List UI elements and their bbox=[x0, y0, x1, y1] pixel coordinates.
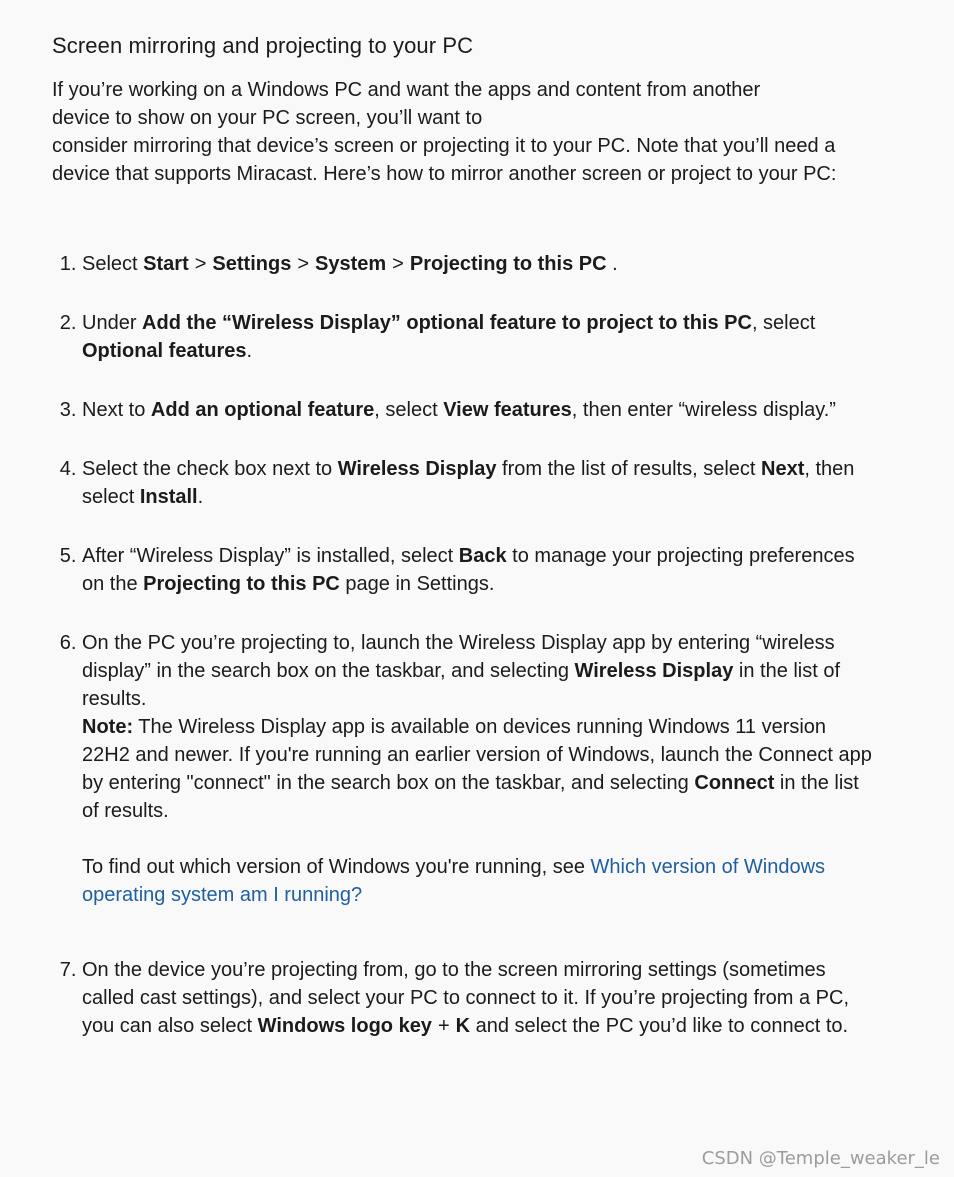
plus-sign: + bbox=[437, 1015, 450, 1037]
steps-list bbox=[52, 250, 872, 1040]
step-5-text-3: page in Settings. bbox=[339, 573, 495, 595]
step-6-text: On the PC you’re projecting to, launch the Wireless Display app by entering “wireless display” in the search box on the taskbar, and selecting bbox=[82, 632, 835, 682]
step-3-text: Next to bbox=[82, 399, 151, 421]
intro-paragraph bbox=[52, 76, 872, 188]
step-7-text-2: and select the PC you’d like to connect to. bbox=[470, 1015, 849, 1037]
step-4 bbox=[82, 455, 872, 511]
connect-label: Connect bbox=[694, 772, 775, 794]
step-1-text: Select bbox=[82, 253, 144, 275]
page-title: Screen mirroring and projecting to your PC bbox=[52, 33, 474, 58]
wireless-display-label: Wireless Display bbox=[337, 458, 497, 480]
note-text: The Wireless Display app is available on devices running Windows 11 version 22H2 and newer. If you're running an earlier version of Windows, launch the Connect app by entering "connect" in the search box on the taskbar, and selecting bbox=[82, 716, 872, 794]
windows-logo-key-label: Windows logo key bbox=[257, 1015, 432, 1037]
step-6-text-2: in the list of results. bbox=[82, 660, 841, 710]
which-version-link[interactable]: Which version of Windows operating system am I running? bbox=[82, 856, 826, 906]
projecting-page-label: Projecting to this PC bbox=[143, 573, 340, 595]
start-label: Start bbox=[143, 253, 189, 275]
wireless-feature-label: Add the “Wireless Display” optional feature to project to this PC bbox=[142, 312, 752, 334]
intro-line-3: consider mirroring that device’s screen or projecting it to your PC. Note that you’ll need a device that supports Miracast. Here’s how to mirror another screen or project to your PC: bbox=[52, 135, 837, 185]
step-5-text-2: to manage your projecting preferences on the bbox=[82, 545, 855, 595]
step-2-text: Under bbox=[82, 312, 143, 334]
wireless-display-app-label: Wireless Display bbox=[574, 660, 734, 682]
step-2-end: . bbox=[246, 340, 253, 362]
step-7 bbox=[82, 956, 872, 1040]
k-key-label: K bbox=[455, 1015, 471, 1037]
step-1 bbox=[82, 250, 872, 278]
settings-label: Settings bbox=[212, 253, 292, 275]
step-2-text-2: , select bbox=[751, 312, 816, 334]
note-block bbox=[82, 713, 872, 825]
optional-features-label: Optional features bbox=[82, 340, 247, 362]
breadcrumb-separator: > bbox=[392, 253, 404, 275]
step-5 bbox=[82, 542, 872, 598]
breadcrumb-separator: > bbox=[194, 253, 207, 275]
add-optional-feature-label: Add an optional feature bbox=[150, 399, 375, 421]
step-4-text: Select the check box next to bbox=[82, 458, 338, 480]
intro-line-2: device to show on your PC screen, you’ll want to bbox=[52, 107, 483, 129]
intro-line-1: If you’re working on a Windows PC and want the apps and content from another bbox=[52, 79, 761, 101]
back-label: Back bbox=[458, 545, 507, 567]
install-label: Install bbox=[139, 486, 198, 508]
step-7-text: On the device you’re projecting from, go to the screen mirroring settings (sometimes called cast settings), and select your PC to connect to it. If you’re projecting from a PC, you can also select bbox=[82, 959, 850, 1037]
step-2 bbox=[82, 309, 872, 365]
view-features-label: View features bbox=[443, 399, 572, 421]
step-3-text-3: , then enter “wireless display.” bbox=[571, 399, 836, 421]
spacer bbox=[82, 825, 872, 853]
find-version-block bbox=[82, 853, 872, 909]
step-4-text-3: , then select bbox=[82, 458, 855, 508]
next-label: Next bbox=[761, 458, 805, 480]
find-version-text: To find out which version of Windows you're running, see bbox=[82, 856, 591, 878]
projecting-label: Projecting to this PC bbox=[409, 253, 607, 275]
breadcrumb-separator: > bbox=[297, 253, 310, 275]
watermark: CSDN @Temple_weaker_le bbox=[701, 1148, 940, 1169]
step-3-text-2: , select bbox=[374, 399, 444, 421]
article bbox=[52, 30, 872, 1071]
note-end: in the list of results. bbox=[82, 772, 859, 822]
step-5-text: After “Wireless Display” is installed, select bbox=[82, 545, 459, 567]
step-3 bbox=[82, 396, 872, 424]
step-1-end: . bbox=[606, 253, 618, 275]
system-label: System bbox=[315, 253, 387, 275]
step-6 bbox=[82, 629, 872, 909]
note-label: Note: bbox=[82, 716, 134, 738]
step-4-end: . bbox=[197, 486, 204, 508]
step-4-text-2: from the list of results, select bbox=[496, 458, 762, 480]
